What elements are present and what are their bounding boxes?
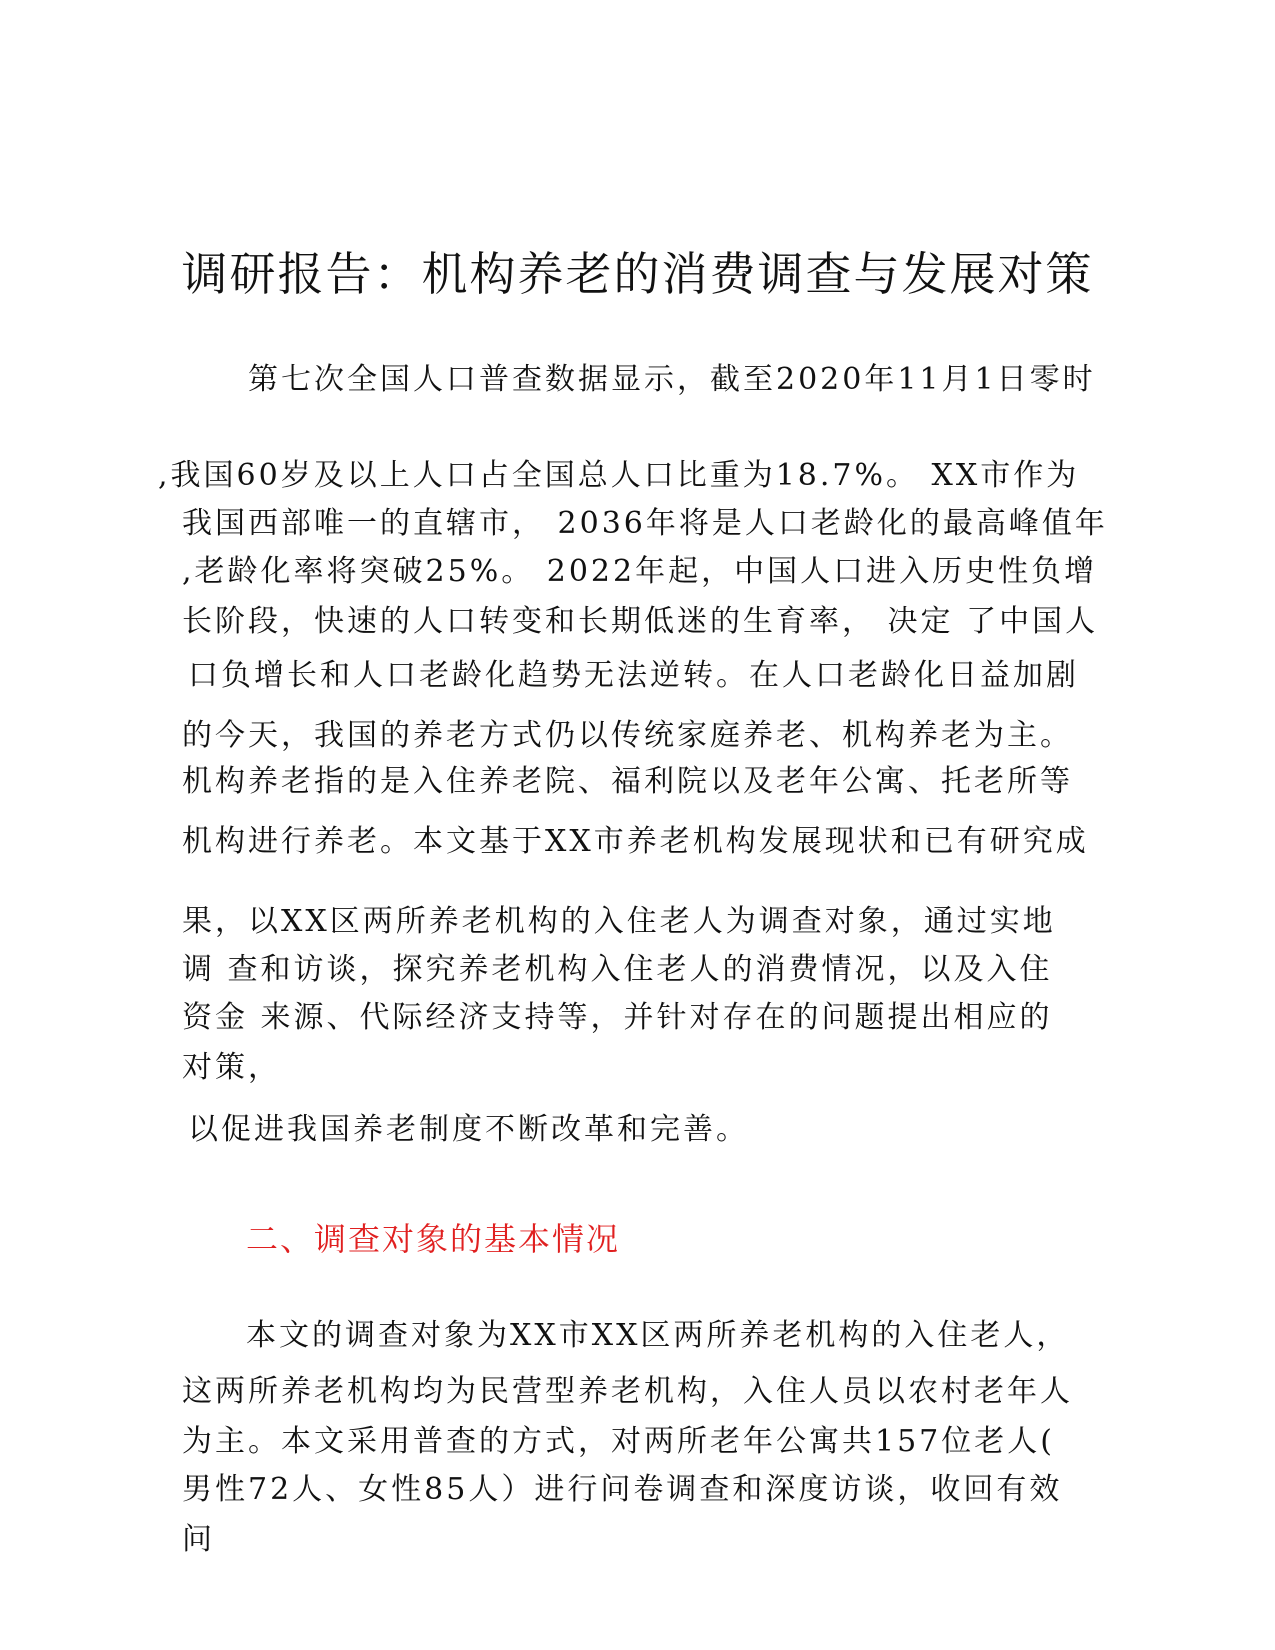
paragraph-line: 我国西部唯一的直辖市， 2036年将是人口老龄化的最高峰值年 [182,506,1108,541]
paragraph-line: 男性72人、女性85人）进行问卷调查和深度访谈，收回有效 [182,1472,1063,1507]
paragraph-line: 口负增长和人口老龄化趋势无法逆转。在人口老龄化日益加剧 [188,658,1079,693]
paragraph-line: 本文的调查对象为XX市XX区两所养老机构的入住老人， [246,1318,1070,1353]
paragraph-line: 问 [182,1522,215,1557]
section-heading: 二、调查对象的基本情况 [246,1220,621,1258]
paragraph-line: 资金 来源、代际经济支持等，并针对存在的问题提出相应的 [182,1000,1053,1035]
paragraph-line: 机构养老指的是入住养老院、福利院以及老年公寓、托老所等 [182,764,1073,799]
paragraph-line: 长阶段，快速的人口转变和长期低迷的生育率， 决定 了中国人 [182,604,1099,639]
paragraph-line: 机构进行养老。本文基于XX市养老机构发展现状和已有研究成 [182,824,1089,859]
paragraph-line: ,我国60岁及以上人口占全国总人口比重为18.7%。 XX市作为 [158,458,1080,493]
paragraph-line: 这两所养老机构均为民营型养老机构，入住人员以农村老年人 [182,1374,1073,1409]
paragraph-line: 的今天，我国的养老方式仍以传统家庭养老、机构养老为主。 [182,718,1073,753]
paragraph-line: 第七次全国人口普查数据显示，截至2020年11月1日零时 [248,362,1096,397]
paragraph-line: 对策， [182,1050,281,1085]
paragraph-line: 以促进我国养老制度不断改革和完善。 [188,1112,749,1147]
document-title: 调研报告：机构养老的消费调查与发展对策 [181,247,1094,301]
paragraph-line: 调 查和访谈，探究养老机构入住老人的消费情况，以及入住 [182,952,1053,987]
paragraph-line: ,老龄化率将突破25%。 2022年起，中国人口进入历史性负增 [182,554,1098,589]
paragraph-line: 为主。本文采用普查的方式，对两所老年公寓共157位老人( [182,1424,1055,1459]
paragraph-line: 果，以XX区两所养老机构的入住老人为调查对象，通过实地 [182,904,1056,939]
